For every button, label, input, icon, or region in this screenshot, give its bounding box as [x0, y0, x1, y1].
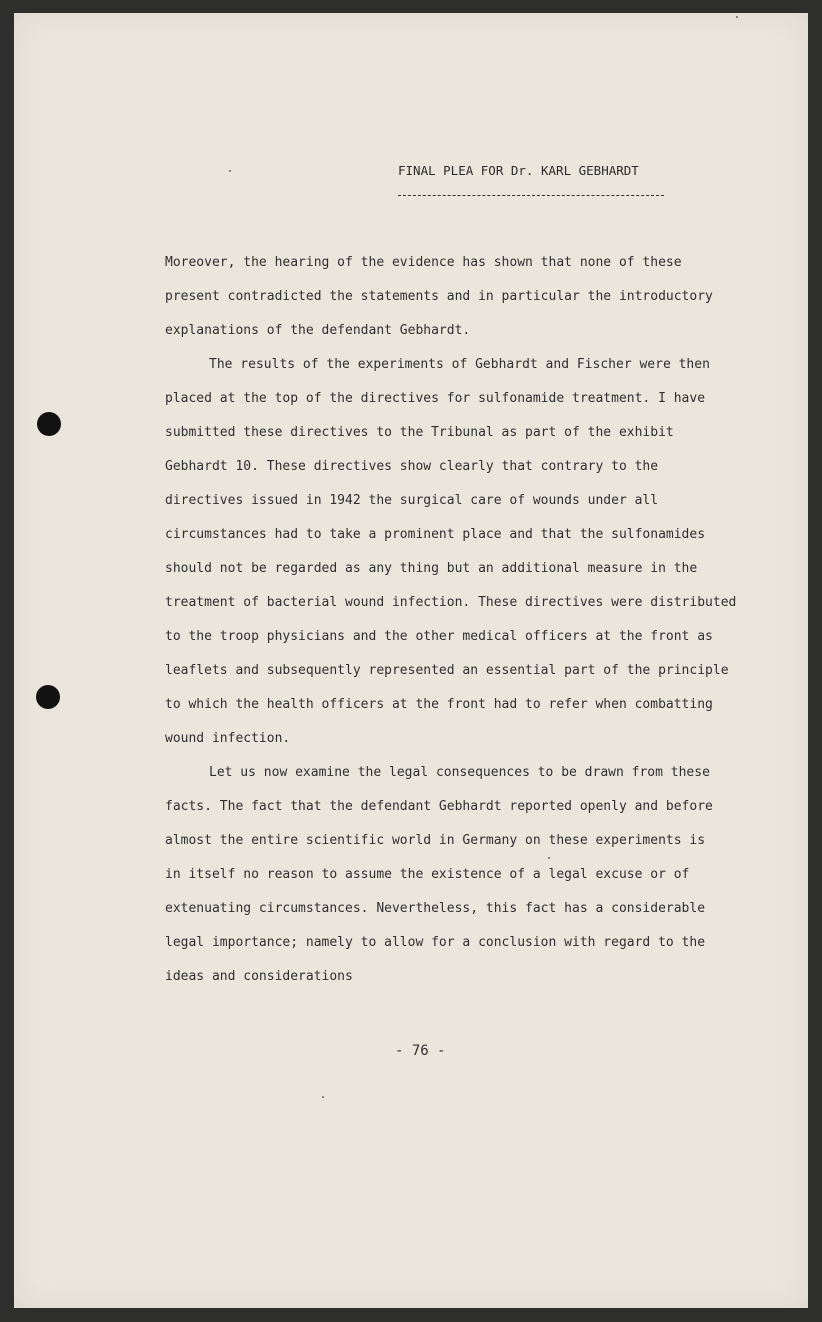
text-line: treatment of bacterial wound infection. These directives were distributed [165, 595, 737, 610]
paper-speck [322, 1096, 324, 1098]
text-line: in itself no reason to assume the existence of a legal excuse or of [165, 867, 690, 882]
text-line: legal importance; namely to allow for a conclusion with regard to the [165, 935, 706, 950]
text-line: almost the entire scientific world in Germany on these experiments is [165, 833, 706, 848]
text-line: present contradicted the statements and in particular the introductory [165, 289, 713, 304]
text-line: Moreover, the hearing of the evidence has shown that none of these [165, 255, 682, 270]
text-line: wound infection. [165, 731, 291, 746]
punch-hole-bottom [36, 685, 60, 709]
text-line: ideas and considerations [165, 969, 353, 984]
text-line: directives issued in 1942 the surgical care of wounds under all [165, 493, 659, 508]
text-line: explanations of the defendant Gebhardt. [165, 323, 471, 338]
text-line: circumstances had to take a prominent place and that the sulfonamides [165, 527, 706, 542]
paper-speck [736, 16, 738, 18]
text-line: The results of the experiments of Gebhardt and Fischer were then [209, 357, 710, 372]
punch-hole-top [37, 412, 61, 436]
document-heading: FINAL PLEA FOR Dr. KARL GEBHARDT [398, 163, 639, 178]
text-line: Gebhardt 10. These directives show clearly that contrary to the [165, 459, 659, 474]
text-line: submitted these directives to the Tribunal as part of the exhibit [165, 425, 674, 440]
text-line: should not be regarded as any thing but an additional measure in the [165, 561, 698, 576]
paper-speck [229, 170, 231, 172]
heading-underline [398, 195, 664, 196]
text-line: facts. The fact that the defendant Gebhardt reported openly and before [165, 799, 713, 814]
text-line: placed at the top of the directives for sulfonamide treatment. I have [165, 391, 706, 406]
page-number: - 76 - [395, 1043, 446, 1059]
text-line: leaflets and subsequently represented an essential part of the principle [165, 663, 729, 678]
document-body [165, 246, 765, 994]
text-line: Let us now examine the legal consequences to be drawn from these [209, 765, 710, 780]
text-line: to the troop physicians and the other medical officers at the front as [165, 629, 713, 644]
text-line: extenuating circumstances. Nevertheless, this fact has a considerable [165, 901, 706, 916]
text-line: to which the health officers at the front had to refer when combatting [165, 697, 713, 712]
